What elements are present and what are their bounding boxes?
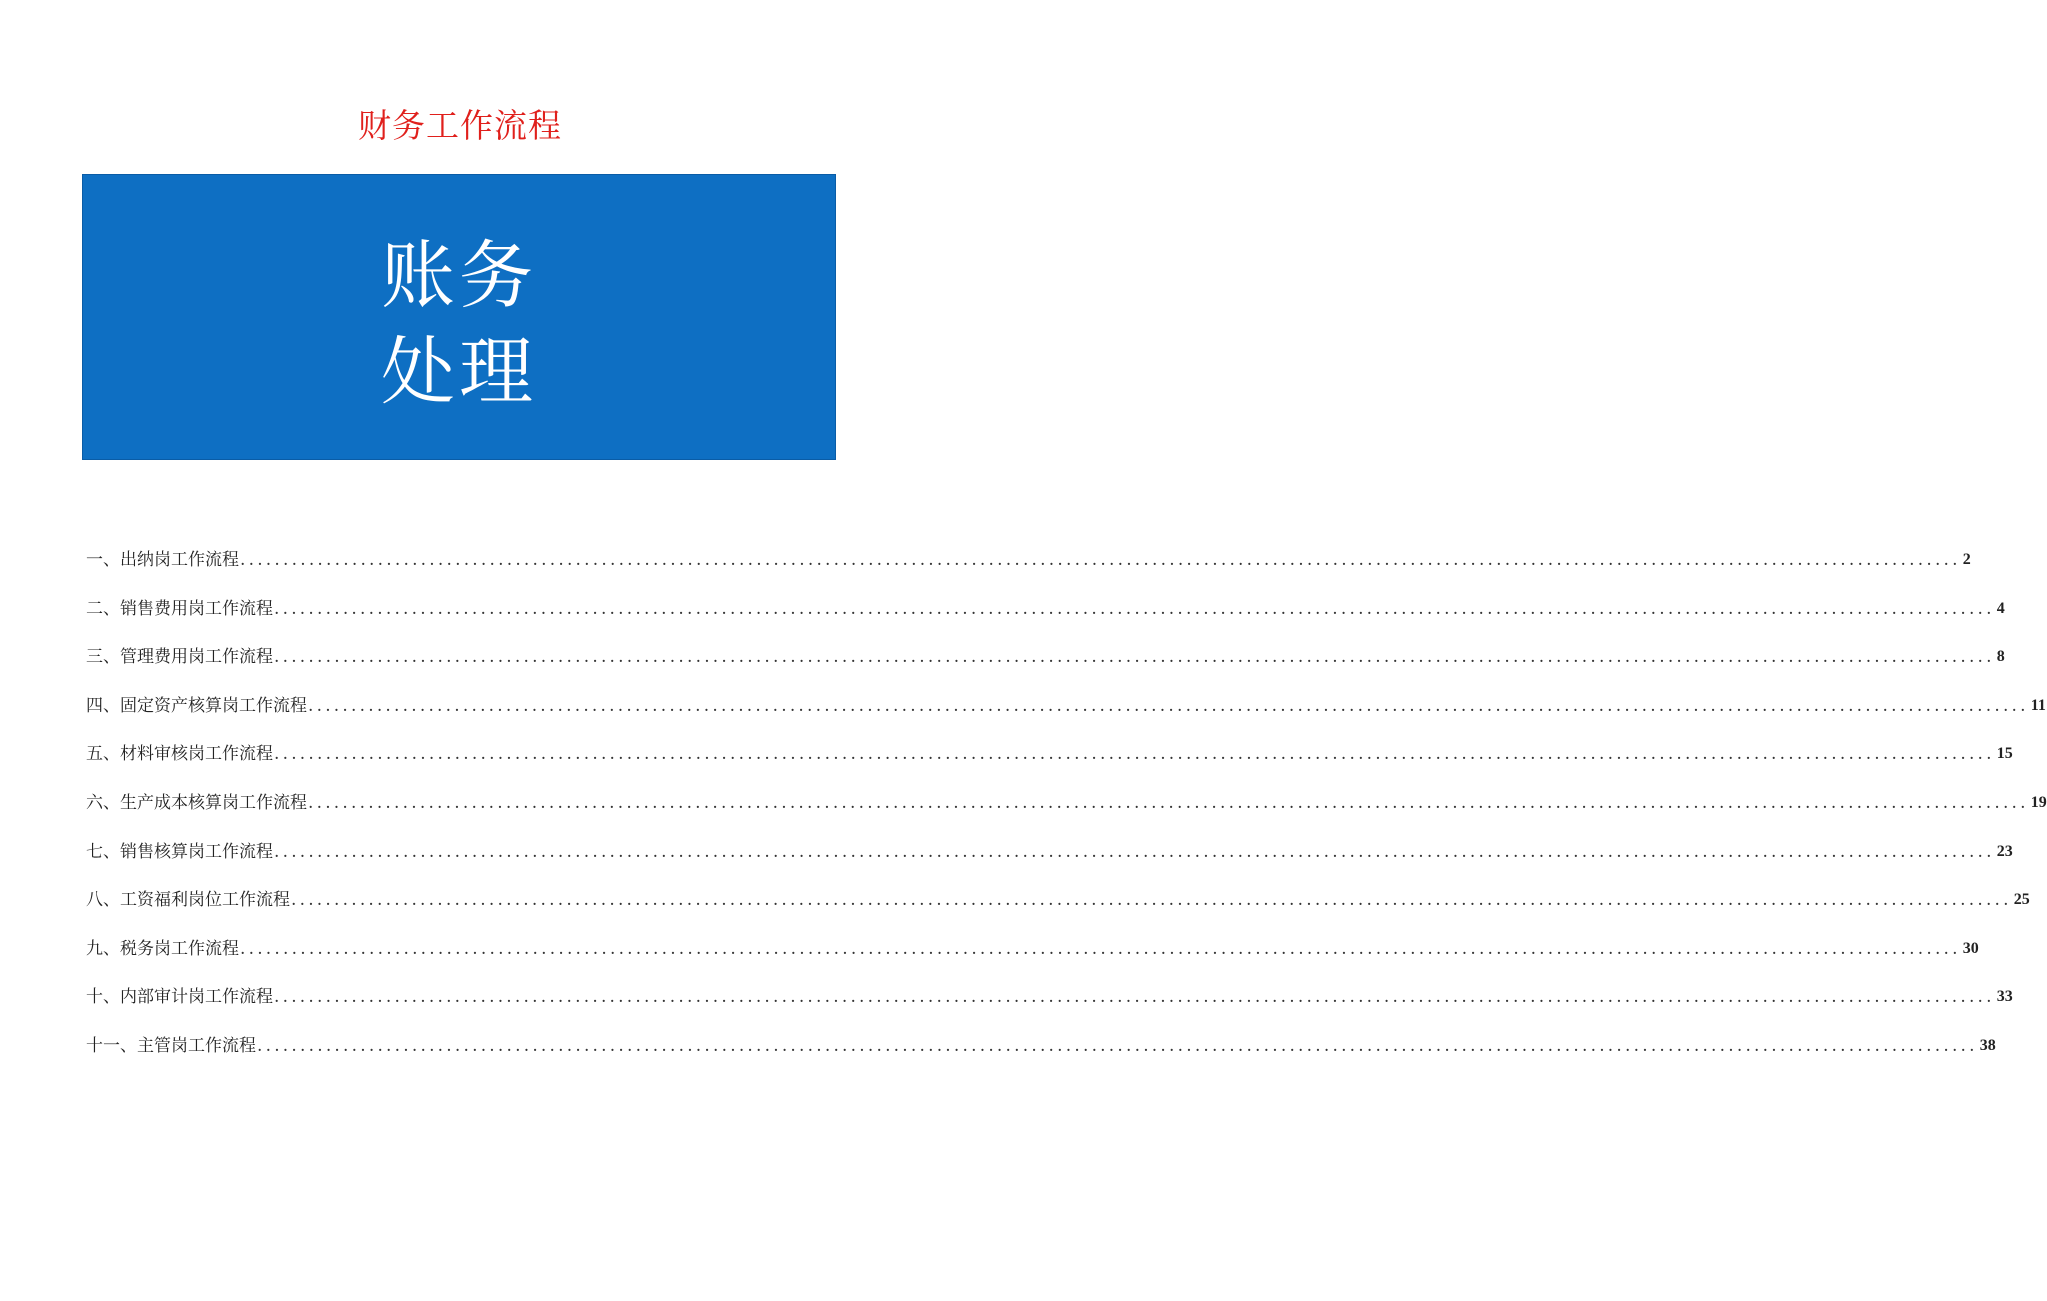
toc-entry-label: 三、管理费用岗工作流程 — [86, 647, 273, 668]
toc-entry-page: 25 — [2013, 891, 2030, 909]
toc-leader-dots: ........................................................................................................................................................................................................ — [274, 598, 1995, 619]
toc-entry-page: 4 — [1996, 599, 2005, 617]
toc-leader-dots: ........................................................................................................................................................................................................ — [291, 890, 2012, 911]
toc-entry-page: 38 — [1979, 1036, 1996, 1054]
toc-entry-label: 十、内部审计岗工作流程 — [86, 987, 273, 1008]
toc-entry[interactable] — [86, 983, 2013, 1032]
toc-leader-dots: ........................................................................................................................................................................................................ — [274, 744, 1995, 765]
toc-entry-page: 30 — [1962, 939, 1979, 957]
toc-entry-page: 19 — [2030, 793, 2047, 811]
toc-entry-page: 8 — [1996, 648, 2005, 666]
toc-entry[interactable] — [86, 595, 2005, 644]
toc-entry[interactable] — [86, 740, 2013, 789]
toc-entry[interactable] — [86, 935, 1979, 984]
toc-entry[interactable] — [86, 1032, 1996, 1081]
toc-entry[interactable] — [86, 838, 2013, 887]
toc-entry-page: 33 — [1996, 988, 2013, 1006]
toc-leader-dots: ........................................................................................................................................................................................................ — [308, 695, 2029, 716]
toc-entry-label: 七、销售核算岗工作流程 — [86, 841, 273, 862]
toc-leader-dots: ........................................................................................................................................................................................................ — [274, 647, 1995, 668]
toc-leader-dots: ........................................................................................................................................................................................................ — [240, 938, 1961, 959]
toc-entry[interactable] — [86, 886, 2030, 935]
banner-line-1: 账务 — [381, 233, 537, 319]
toc-entry-label: 十一、主管岗工作流程 — [86, 1035, 256, 1056]
toc-entry-page: 11 — [2030, 696, 2046, 714]
toc-leader-dots: ........................................................................................................................................................................................................ — [240, 550, 1961, 570]
toc-leader-dots: ........................................................................................................................................................................................................ — [257, 1035, 1978, 1056]
toc-entry-label: 一、出纳岗工作流程 — [86, 550, 239, 570]
document-title: 财务工作流程 — [358, 106, 562, 145]
toc-entry-page: 2 — [1962, 551, 1971, 568]
toc-entry[interactable] — [86, 546, 1971, 595]
cover-banner — [82, 174, 836, 460]
toc-entry-page: 15 — [1996, 745, 2013, 763]
toc-entry-label: 五、材料审核岗工作流程 — [86, 744, 273, 765]
toc-entry[interactable] — [86, 643, 2005, 692]
toc-entry-label: 二、销售费用岗工作流程 — [86, 598, 273, 619]
toc-entry-label: 八、工资福利岗位工作流程 — [86, 890, 290, 911]
table-of-contents — [86, 546, 2047, 1081]
toc-entry-label: 四、固定资产核算岗工作流程 — [86, 695, 307, 716]
toc-entry[interactable] — [86, 789, 2047, 838]
toc-entry[interactable] — [86, 692, 2046, 741]
toc-entry-page: 23 — [1996, 842, 2013, 860]
toc-leader-dots: ........................................................................................................................................................................................................ — [308, 792, 2029, 813]
toc-leader-dots: ........................................................................................................................................................................................................ — [274, 987, 1995, 1008]
toc-leader-dots: ........................................................................................................................................................................................................ — [274, 841, 1995, 862]
toc-entry-label: 六、生产成本核算岗工作流程 — [86, 792, 307, 813]
toc-entry-label: 九、税务岗工作流程 — [86, 938, 239, 959]
banner-line-2: 处理 — [381, 329, 537, 415]
